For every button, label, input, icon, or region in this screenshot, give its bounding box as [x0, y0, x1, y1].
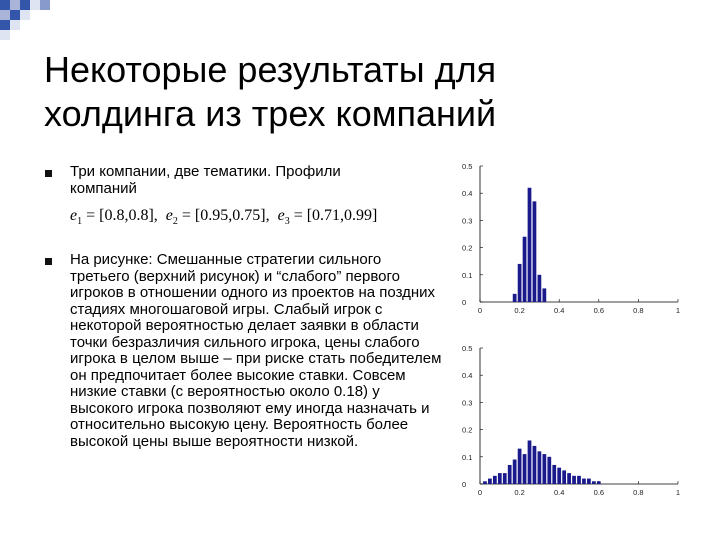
e2-subscript: 2	[172, 216, 178, 228]
histogram-bar	[533, 201, 537, 302]
histogram-top	[450, 158, 710, 318]
histogram-bar	[538, 451, 542, 484]
y-tick-label: 0.1	[462, 270, 473, 280]
y-tick-label: 0.4	[462, 189, 473, 199]
title-line-2: холдинга из трех компаний	[44, 93, 497, 134]
histogram-bar	[542, 288, 546, 302]
x-tick-label: 0.8	[633, 306, 644, 315]
histogram-bar	[493, 476, 497, 484]
y-tick-label: 0.2	[462, 243, 473, 253]
histogram-bar	[587, 479, 591, 484]
histogram-bar	[508, 465, 512, 484]
histogram-bar	[547, 457, 551, 484]
x-tick-label: 0.6	[593, 306, 605, 315]
histogram-bar	[528, 440, 532, 484]
e1-value: = [0.8,0.8],	[86, 207, 158, 224]
histogram-bar	[582, 479, 586, 484]
y-tick-label: 0.5	[462, 162, 473, 171]
y-tick-label: 0.3	[462, 216, 473, 226]
x-tick-label: 0.2	[514, 488, 525, 497]
histogram-bar	[503, 473, 507, 484]
e3-symbol: e	[277, 207, 285, 224]
histogram-bottom	[450, 340, 710, 500]
x-tick-label: 0	[477, 306, 483, 315]
e2-symbol: e	[165, 207, 173, 224]
e1-subscript: 1	[77, 216, 83, 228]
bullet-marker-2	[45, 258, 52, 265]
y-tick-label: 0.2	[462, 425, 473, 435]
histogram-bar	[597, 481, 601, 484]
histogram-bar	[523, 454, 527, 484]
e3-value: = [0.71,0.99]	[293, 207, 378, 224]
title-line-1: Некоторые результаты для	[44, 49, 497, 90]
e2-value: = [0.95,0.75],	[181, 207, 270, 224]
histogram-bar	[538, 275, 542, 302]
histogram-bar	[498, 473, 502, 484]
y-tick-label: 0	[462, 298, 467, 307]
histogram-bar	[577, 476, 581, 484]
histogram-bar	[557, 468, 561, 484]
histogram-bar	[528, 188, 532, 302]
x-tick-label: 0.4	[553, 306, 565, 315]
histogram-bar	[542, 454, 546, 484]
x-tick-label: 0.4	[553, 488, 565, 497]
bullet-marker-1	[45, 170, 52, 177]
histogram-bar	[572, 476, 576, 484]
y-tick-label: 0.1	[462, 452, 473, 462]
histogram-bar	[533, 446, 537, 484]
strategy-formula	[70, 207, 377, 227]
x-tick-label: 0.8	[633, 488, 644, 497]
histogram-bar	[518, 449, 522, 484]
histogram-bar	[518, 264, 522, 302]
e1-symbol: e	[70, 207, 78, 224]
y-tick-label: 0.4	[462, 371, 473, 381]
bullet-text-2: На рисунке: Смешанные стратегии сильного третьего (верхний рисунок) и “слабого” первого игроков в отношении одного из проектов на поздних стадиях многошаговой игры. Слабый игрок с некоторой вероятностью делает заявки в области точки безразличия сильного игрока, цены слабого игрока в целом выше – при риске стать победителем он предпочитает более высокие ставки. Совсем низкие ставки (с вероятностью около 0.18) у высокого игрока позволяют ему иногда назначать и относительно высокую цену. Вероятность более высокой цены выше вероятности низкой.	[70, 251, 442, 450]
histogram-bar	[488, 479, 492, 484]
slide-title	[44, 48, 604, 136]
corner-decoration	[0, 0, 60, 50]
histogram-bar	[552, 465, 556, 484]
bullet-text-1: Три компании, две тематики. Профили компаний	[70, 163, 341, 197]
histogram-bar	[483, 481, 487, 484]
x-tick-label: 0.6	[593, 488, 605, 497]
x-tick-label: 1	[675, 306, 681, 315]
x-tick-label: 0	[477, 488, 483, 497]
x-tick-label: 1	[675, 488, 681, 497]
histogram-bar	[567, 473, 571, 484]
histogram-bar	[523, 237, 527, 302]
y-tick-label: 0.5	[462, 344, 473, 353]
y-tick-label: 0	[462, 480, 467, 489]
histogram-bar	[513, 294, 517, 302]
y-tick-label: 0.3	[462, 398, 473, 408]
e3-subscript: 3	[284, 216, 290, 228]
x-tick-label: 0.2	[514, 306, 525, 315]
histogram-bar	[562, 470, 566, 484]
histogram-bar	[592, 481, 596, 484]
histogram-bar	[513, 460, 517, 484]
